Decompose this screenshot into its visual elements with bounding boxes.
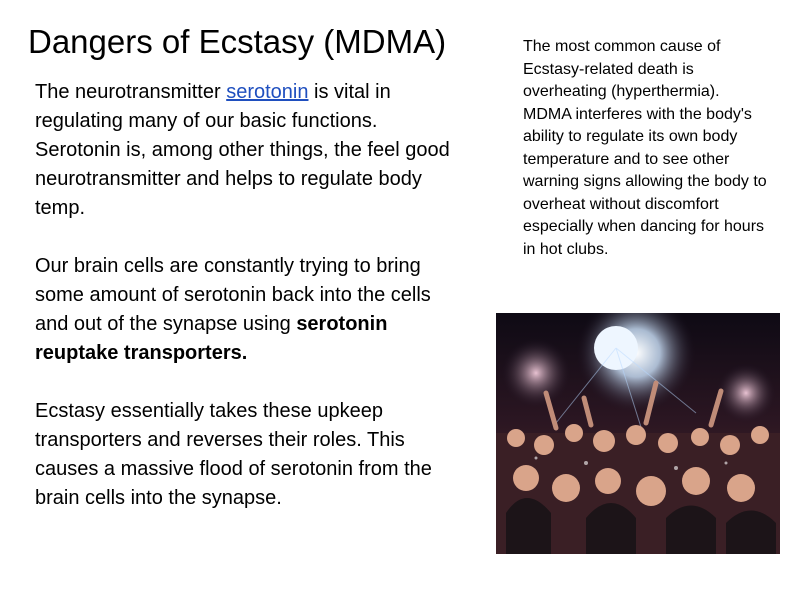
paragraph-serotonin-prefix: The neurotransmitter [35,81,227,103]
club-crowd-image [496,313,780,554]
main-text-column [35,78,455,513]
paragraph-serotonin-suffix: is vital in regulating many of our basic functions. Serotonin is, among other things, the feel good neurotransmitter and helps to regulate body temp. [35,81,450,219]
serotonin-link[interactable]: serotonin [226,81,309,103]
paragraph-ecstasy-effect: Ecstasy essentially takes these upkeep transporters and reverses their roles. This causes a massive flood of serotonin from the brain cells into the synapse. [35,400,432,509]
paragraph-reuptake [35,252,455,368]
slide-title: Dangers of Ecstasy (MDMA) [28,23,447,60]
hyperthermia-text: The most common cause of Ecstasy-related death is overheating (hyperthermia). MDMA interferes with the body's ability to regulate its own body temperature and to see other warning signs allowing the body to overheat without discomfort especially when dancing for hours in hot clubs. [523,38,767,258]
reuptake-transporters-term: serotonin reuptake transporters. [35,313,388,364]
club-crowd-photo [496,313,780,554]
paragraph-serotonin [35,78,455,223]
paragraph-reuptake-prefix: Our brain cells are constantly trying to bring some amount of serotonin back into the cells and out of the synapse using [35,255,431,335]
